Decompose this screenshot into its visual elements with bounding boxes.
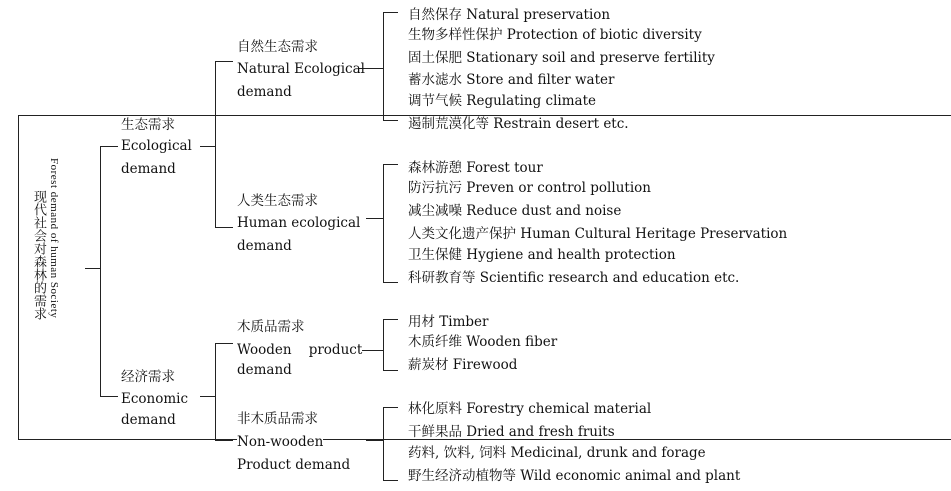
leaf-item: 木质纤维 Wooden fiber xyxy=(408,334,558,350)
leaf-item: 森林游憩 Forest tour xyxy=(408,160,543,176)
leaf-item: 蓄水滤水 Store and filter water xyxy=(408,72,615,88)
root-label-en: Forest demand of human Society xyxy=(48,158,60,319)
natural-ecological-label-en-2: demand xyxy=(237,84,292,100)
non-wooden-label-en-1: Non-wooden xyxy=(237,434,324,450)
non-wooden-label-en-2: Product demand xyxy=(237,457,351,473)
leaf-item: 野生经济动植物等 Wild economic animal and plant xyxy=(408,468,741,484)
wooden-product-label-en-1: Wooden product xyxy=(237,342,363,358)
wooden-product-label-en-2: demand xyxy=(237,362,292,378)
economic-label-en-2: demand xyxy=(121,412,176,428)
leaf-item: 自然保存 Natural preservation xyxy=(408,7,611,23)
human-ecological-label-en-2: demand xyxy=(237,238,292,254)
human-ecological-label-zh: 人类生态需求 xyxy=(237,193,318,209)
leaf-item: 药料, 饮料, 饲料 Medicinal, drunk and forage xyxy=(408,445,706,461)
leaf-item: 人类文化遗产保护 Human Cultural Heritage Preservation xyxy=(408,226,788,242)
root-label-zh: 现代社会对森林的需求 xyxy=(31,190,46,320)
leaf-item: 固土保肥 Stationary soil and preserve fertility xyxy=(408,50,715,66)
economic-label-en-1: Economic xyxy=(121,391,189,407)
leaf-item: 干鲜果品 Dried and fresh fruits xyxy=(408,424,615,440)
wooden-product-label-zh: 木质品需求 xyxy=(237,319,305,335)
ecological-label-en-2: demand xyxy=(121,161,176,177)
ecological-label-zh: 生态需求 xyxy=(121,117,175,133)
economic-label-zh: 经济需求 xyxy=(121,369,175,385)
leaf-item: 薪炭材 Firewood xyxy=(408,357,518,373)
leaf-item: 防污抗污 Preven or control pollution xyxy=(408,180,651,196)
natural-ecological-label-en-1: Natural Ecological xyxy=(237,61,365,77)
leaf-item: 林化原料 Forestry chemical material xyxy=(408,401,652,417)
leaf-item: 调节气候 Regulating climate xyxy=(408,93,596,109)
leaf-item: 减尘减噪 Reduce dust and noise xyxy=(408,203,622,219)
leaf-item: 生物多样性保护 Protection of biotic diversity xyxy=(408,27,702,43)
human-ecological-label-en-1: Human ecological xyxy=(237,215,361,231)
leaf-item: 用材 Timber xyxy=(408,314,489,330)
leaf-item: 科研教育等 Scientific research and education etc. xyxy=(408,270,740,286)
non-wooden-label-zh: 非木质品需求 xyxy=(237,411,318,427)
ecological-label-en-1: Ecological xyxy=(121,138,192,154)
leaf-item: 遏制荒漠化等 Restrain desert etc. xyxy=(408,116,629,132)
natural-ecological-label-zh: 自然生态需求 xyxy=(237,39,318,55)
leaf-item: 卫生保健 Hygiene and health protection xyxy=(408,247,676,263)
